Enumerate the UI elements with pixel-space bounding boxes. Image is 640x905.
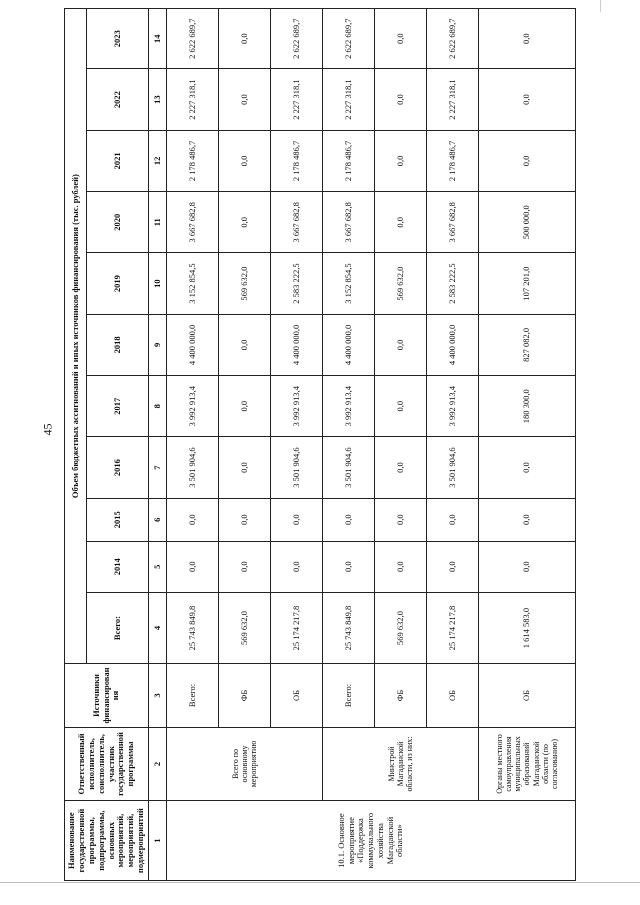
table-row — [479, 9, 576, 881]
column-number: 8 — [149, 376, 167, 437]
header-total: Всего: — [87, 592, 149, 664]
value-cell: 0,0 — [479, 130, 576, 191]
value-cell: 2 622 689,7 — [271, 9, 323, 69]
value-cell: 3 667 682,8 — [167, 192, 219, 253]
source-cell: ОБ — [271, 664, 323, 727]
value-cell: 0,0 — [323, 541, 375, 592]
header-year: 2019 — [87, 253, 149, 314]
value-cell: 2 227 318,1 — [323, 69, 375, 130]
column-number: 11 — [149, 192, 167, 253]
value-cell: 2 227 318,1 — [427, 69, 479, 130]
value-cell: 2 178 486,7 — [323, 130, 375, 191]
source-cell: Всего: — [167, 664, 219, 727]
header-year: 2023 — [87, 9, 149, 69]
header-year: 2014 — [87, 541, 149, 592]
value-cell: 3 992 913,4 — [271, 376, 323, 437]
header-col1: Наименование государственной программы, подпрограммы, основных мероприятий, мероприятий, подмероприятий — [65, 801, 149, 881]
header-group: Объем бюджетных ассигнований и иных источников финансирования (тыс. рублей) — [65, 9, 87, 664]
value-cell: 0,0 — [375, 498, 427, 541]
value-cell: 4 400 000,0 — [427, 314, 479, 375]
column-number: 4 — [149, 592, 167, 664]
column-number: 7 — [149, 437, 167, 498]
value-cell: 3 501 904,6 — [323, 437, 375, 498]
value-cell: 0,0 — [219, 437, 271, 498]
column-number: 1 — [149, 801, 167, 881]
value-cell: 0,0 — [427, 498, 479, 541]
source-cell: ОБ — [427, 664, 479, 727]
value-cell: 3 152 854,5 — [167, 253, 219, 314]
table-row — [167, 9, 219, 881]
value-cell: 827 082,0 — [479, 314, 576, 375]
value-cell: 3 501 904,6 — [167, 437, 219, 498]
value-cell: 2 178 486,7 — [427, 130, 479, 191]
value-cell: 3 667 682,8 — [271, 192, 323, 253]
value-cell: 569 632,0 — [219, 253, 271, 314]
value-cell: 107 201,0 — [479, 253, 576, 314]
value-cell: 0,0 — [375, 314, 427, 375]
value-cell: 25 743 849,8 — [323, 592, 375, 664]
page-edge-mark — [600, 0, 601, 12]
executor-cell: Всего по основному мероприятию — [167, 727, 323, 801]
value-cell: 2 178 486,7 — [271, 130, 323, 191]
value-cell: 2 622 689,7 — [167, 9, 219, 69]
source-cell: Всего: — [323, 664, 375, 727]
value-cell: 0,0 — [375, 541, 427, 592]
value-cell: 0,0 — [375, 376, 427, 437]
value-cell: 0,0 — [427, 541, 479, 592]
header-col2: Ответственный исполнитель, соисполнитель, участник государственной программы — [65, 727, 149, 801]
value-cell: 0,0 — [167, 541, 219, 592]
column-number: 9 — [149, 314, 167, 375]
value-cell: 0,0 — [219, 130, 271, 191]
source-cell: ФБ — [375, 664, 427, 727]
value-cell: 3 992 913,4 — [323, 376, 375, 437]
value-cell: 2 622 689,7 — [323, 9, 375, 69]
rotated-table-wrapper — [64, 8, 559, 881]
value-cell: 0,0 — [375, 437, 427, 498]
column-number: 12 — [149, 130, 167, 191]
source-cell: ФБ — [219, 664, 271, 727]
value-cell: 0,0 — [219, 541, 271, 592]
table-sheet — [64, 8, 559, 881]
value-cell: 0,0 — [479, 69, 576, 130]
value-cell: 4 400 000,0 — [323, 314, 375, 375]
column-number: 6 — [149, 498, 167, 541]
value-cell: 569 632,0 — [219, 592, 271, 664]
value-cell: 25 174 217,8 — [427, 592, 479, 664]
value-cell: 569 632,0 — [375, 592, 427, 664]
value-cell: 0,0 — [375, 9, 427, 69]
header-year: 2015 — [87, 498, 149, 541]
executor-cell: Минстрой Магаданской области, из них: — [323, 727, 479, 801]
value-cell: 0,0 — [219, 69, 271, 130]
value-cell: 25 174 217,8 — [271, 592, 323, 664]
value-cell: 3 152 854,5 — [323, 253, 375, 314]
page-bottom-rule — [0, 882, 640, 883]
header-year: 2021 — [87, 130, 149, 191]
value-cell: 0,0 — [375, 69, 427, 130]
value-cell: 2 227 318,1 — [167, 69, 219, 130]
header-year: 2016 — [87, 437, 149, 498]
column-number: 13 — [149, 69, 167, 130]
executor-cell: Органы местного самоуправления муниципальных образований Магаданской области (по согласованию) — [479, 727, 576, 801]
value-cell: 2 178 486,7 — [167, 130, 219, 191]
column-number: 10 — [149, 253, 167, 314]
value-cell: 0,0 — [479, 498, 576, 541]
source-cell: ОБ — [479, 664, 576, 727]
value-cell: 0,0 — [219, 498, 271, 541]
value-cell: 0,0 — [375, 192, 427, 253]
value-cell: 0,0 — [167, 498, 219, 541]
value-cell: 3 992 913,4 — [167, 376, 219, 437]
value-cell: 3 501 904,6 — [271, 437, 323, 498]
column-number: 14 — [149, 9, 167, 69]
value-cell: 0,0 — [479, 437, 576, 498]
value-cell: 4 400 000,0 — [167, 314, 219, 375]
value-cell: 0,0 — [271, 541, 323, 592]
value-cell: 3 667 682,8 — [427, 192, 479, 253]
value-cell: 0,0 — [271, 498, 323, 541]
value-cell: 4 400 000,0 — [271, 314, 323, 375]
value-cell: 500 000,0 — [479, 192, 576, 253]
header-year: 2020 — [87, 192, 149, 253]
value-cell: 180 300,0 — [479, 376, 576, 437]
value-cell: 0,0 — [219, 314, 271, 375]
value-cell: 3 667 682,8 — [323, 192, 375, 253]
column-number: 5 — [149, 541, 167, 592]
value-cell: 2 622 689,7 — [427, 9, 479, 69]
value-cell: 569 632,0 — [375, 253, 427, 314]
financing-table — [64, 8, 576, 881]
table-row — [323, 9, 375, 881]
value-cell: 0,0 — [479, 541, 576, 592]
program-cell: 10.1. Основное мероприятие «Поддержка коммунального хозяйства Магаданской области» — [167, 801, 576, 881]
page-number: 45 — [40, 423, 55, 436]
header-year: 2017 — [87, 376, 149, 437]
column-number: 2 — [149, 727, 167, 801]
value-cell: 0,0 — [219, 376, 271, 437]
value-cell: 2 583 222,5 — [271, 253, 323, 314]
value-cell: 2 583 222,5 — [427, 253, 479, 314]
value-cell: 0,0 — [323, 498, 375, 541]
header-year: 2022 — [87, 69, 149, 130]
header-col3: Источники финансирования — [65, 664, 149, 727]
value-cell: 1 614 583,0 — [479, 592, 576, 664]
value-cell: 0,0 — [375, 130, 427, 191]
value-cell: 3 992 913,4 — [427, 376, 479, 437]
value-cell: 0,0 — [219, 192, 271, 253]
column-number: 3 — [149, 664, 167, 727]
value-cell: 2 227 318,1 — [271, 69, 323, 130]
value-cell: 0,0 — [219, 9, 271, 69]
value-cell: 25 743 849,8 — [167, 592, 219, 664]
header-year: 2018 — [87, 314, 149, 375]
value-cell: 0,0 — [479, 9, 576, 69]
value-cell: 3 501 904,6 — [427, 437, 479, 498]
